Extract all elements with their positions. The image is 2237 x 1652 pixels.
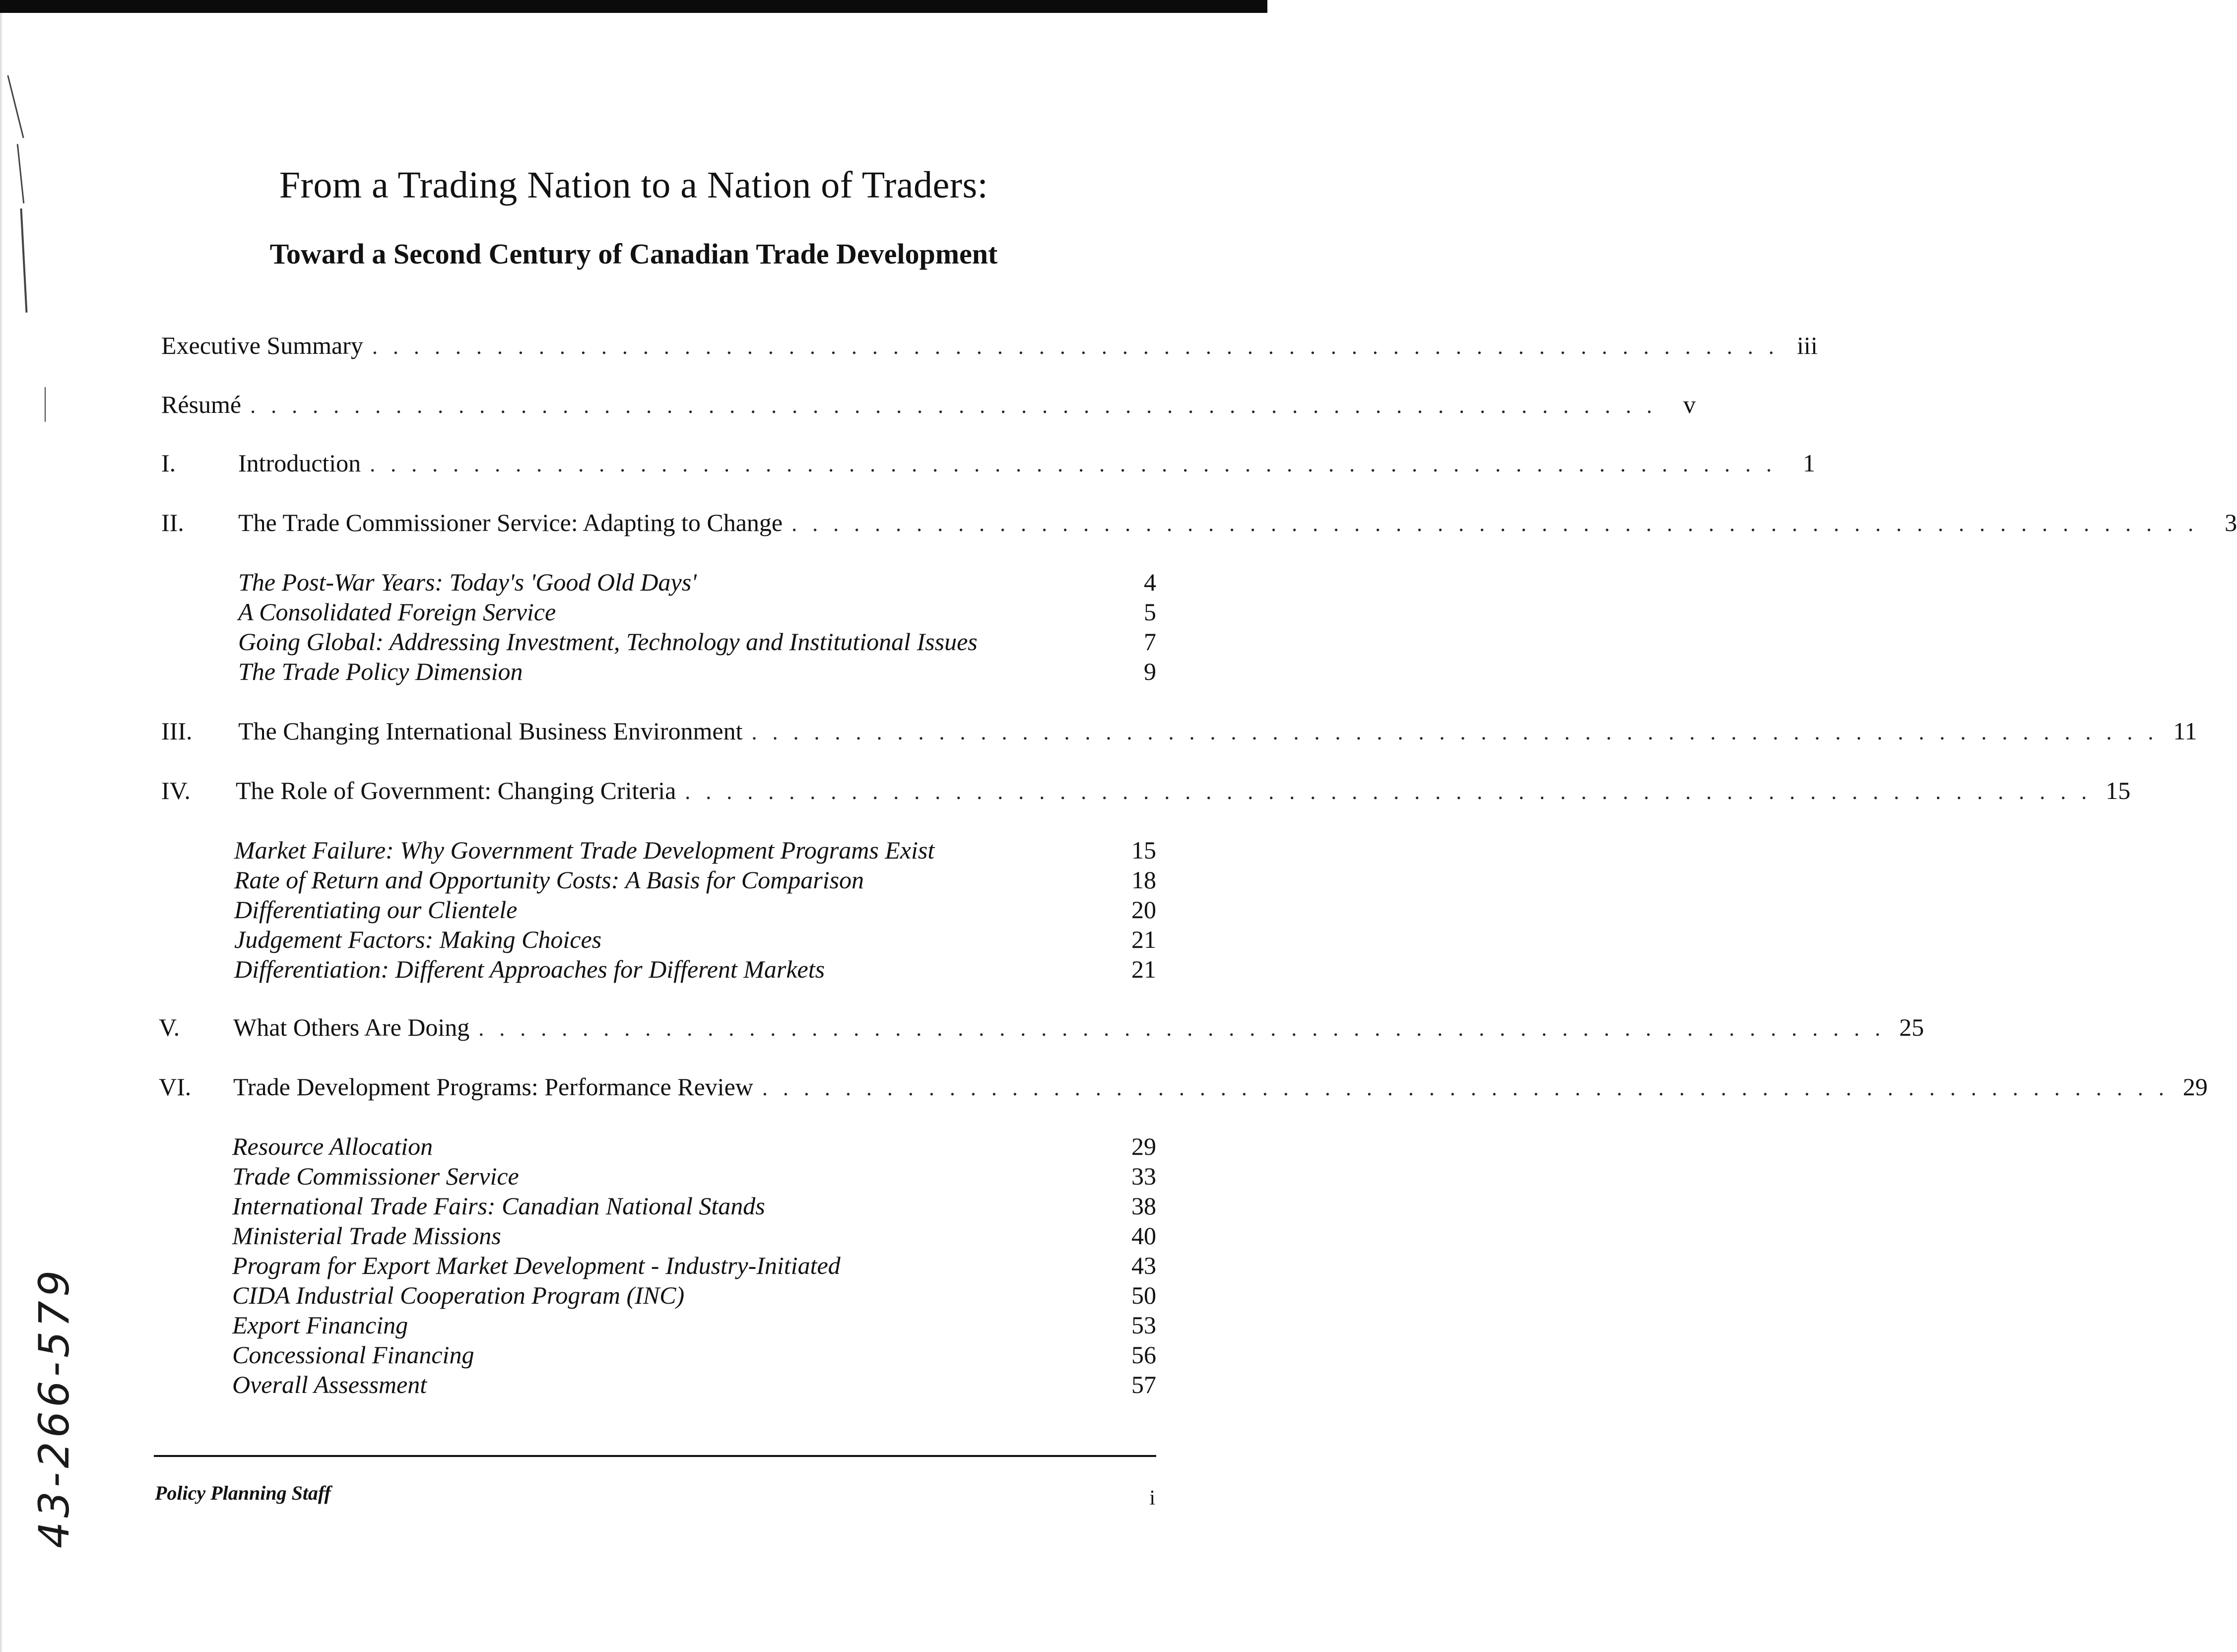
toc-subentry-label: The Post-War Years: Today's 'Good Old Days' [238, 568, 697, 596]
toc-subentry-label: Program for Export Market Development - Industry-Initiated [232, 1252, 841, 1279]
toc-subentry-label: CIDA Industrial Cooperation Program (INC) [232, 1281, 685, 1309]
toc-subentry-label: International Trade Fairs: Canadian National Stands [232, 1192, 765, 1220]
toc-subentry-page: 43 [1131, 1252, 1156, 1279]
toc-entry-label: Introduction [238, 449, 361, 477]
toc-subentry[interactable] [234, 865, 1156, 895]
dot-leader: . . . . . . . . . . . . . . . . . . . . . . . . . . . . . . . . . . . . . . . . . . . . . . . . . . . . . . . . . . . . . . . . . . . . [751, 720, 2159, 744]
toc-entry-page: 11 [2173, 717, 2197, 745]
toc-entry-page: 1 [1803, 449, 1816, 477]
toc-entry-label: What Others Are Doing [233, 1013, 470, 1041]
toc-subentry-page: 40 [1131, 1222, 1156, 1250]
toc-subentry-page: 33 [1131, 1162, 1156, 1190]
toc-entry-label: Executive Summary [161, 331, 363, 359]
footer-page-number: i [1149, 1487, 1155, 1510]
toc-subentry[interactable] [232, 1310, 1156, 1340]
section-number: III. [161, 717, 193, 745]
toc-subentry[interactable] [232, 1221, 1156, 1251]
toc-subentry[interactable] [234, 925, 1156, 954]
toc-subentry-label: Market Failure: Why Government Trade Development Programs Exist [234, 836, 935, 864]
toc-subentry-page: 21 [1131, 955, 1156, 983]
document-subtitle: Toward a Second Century of Canadian Trade Development [269, 238, 998, 270]
toc-subentry[interactable] [234, 954, 1156, 984]
dot-leader: . . . . . . . . . . . . . . . . . . . . . . . . . . . . . . . . . . . . . . . . . . . . . . . . . . . . . . . . . . . . . . . . . . . . [370, 452, 1777, 476]
toc-subentry-label: Differentiating our Clientele [234, 896, 518, 924]
toc-subentry-label: Rate of Return and Opportunity Costs: A Basis for Comparison [234, 866, 864, 894]
toc-entry-label: The Changing International Business Environment [238, 717, 743, 745]
toc-subentry[interactable] [232, 1131, 1156, 1161]
toc-subentry-page: 56 [1131, 1341, 1156, 1369]
toc-subentry-page: 38 [1131, 1192, 1156, 1220]
toc-entry-section-5[interactable] [159, 1012, 1924, 1044]
toc-subentry[interactable] [232, 1280, 1156, 1310]
dot-leader: . . . . . . . . . . . . . . . . . . . . . . . . . . . . . . . . . . . . . . . . . . . . . . . . . . . . . . . . . . . . . . . . . . . . [372, 334, 1779, 359]
toc-entry-label: Résumé [161, 391, 242, 418]
toc-entry-section-2[interactable] [161, 508, 2237, 539]
toc-entry-executive-summary[interactable] [161, 330, 1818, 362]
toc-entry-label: The Role of Government: Changing Criteria [236, 777, 676, 804]
section-number: IV. [161, 777, 191, 804]
toc-entry-section-4[interactable] [161, 776, 2131, 807]
toc-subentry-page: 50 [1131, 1281, 1156, 1309]
toc-subentry[interactable] [238, 627, 1156, 657]
toc-subentry[interactable] [232, 1251, 1156, 1280]
toc-subentry[interactable] [238, 567, 1156, 597]
toc-entry-section-6[interactable] [159, 1072, 2208, 1103]
toc-entry-page: v [1683, 391, 1696, 418]
toc-entry-section-3[interactable] [161, 716, 2197, 747]
toc-entry-page: iii [1797, 331, 1818, 359]
toc-subentry-page: 15 [1131, 836, 1156, 864]
toc-subentry-page: 53 [1131, 1311, 1156, 1339]
toc-subentry-label: Differentiation: Different Approaches for Different Markets [234, 955, 825, 983]
handwritten-margin-note: 43-266-579 [30, 1266, 78, 1548]
dot-leader: . . . . . . . . . . . . . . . . . . . . . . . . . . . . . . . . . . . . . . . . . . . . . . . . . . . . . . . . . . . . . . . . . . . . [762, 1076, 2169, 1100]
toc-subentry-page: 20 [1131, 896, 1156, 924]
toc-subentry[interactable] [238, 657, 1156, 686]
toc-entry-resume[interactable] [161, 390, 1696, 421]
toc-subentry-page: 9 [1144, 658, 1156, 685]
toc-entry-page: 29 [2182, 1073, 2208, 1101]
toc-subentry-label: Resource Allocation [232, 1132, 433, 1160]
footer-credit: Policy Planning Staff [155, 1482, 331, 1504]
dot-leader: . . . . . . . . . . . . . . . . . . . . . . . . . . . . . . . . . . . . . . . . . . . . . . . . . . . . . . . . . . . . . . . . . . . . [478, 1016, 1886, 1041]
toc-entry-section-1[interactable] [161, 448, 1816, 479]
toc-subentry[interactable] [232, 1161, 1156, 1191]
toc-subentry-page: 4 [1144, 568, 1156, 596]
section-number: V. [159, 1013, 180, 1041]
toc-subentry-page: 57 [1131, 1371, 1156, 1398]
toc-entry-label: The Trade Commissioner Service: Adapting to Change [238, 509, 783, 536]
toc-entry-page: 25 [1899, 1013, 1924, 1041]
toc-subentry[interactable] [234, 835, 1156, 865]
toc-subentry-page: 21 [1131, 925, 1156, 953]
toc-subentry[interactable] [234, 895, 1156, 925]
toc-entry-page: 15 [2105, 777, 2131, 804]
toc-subentry-page: 29 [1131, 1132, 1156, 1160]
toc-subentry-page: 7 [1144, 628, 1156, 656]
toc-subentry-label: Concessional Financing [232, 1341, 474, 1369]
toc-subentry-label: A Consolidated Foreign Service [238, 598, 556, 626]
toc-subentry[interactable] [232, 1340, 1156, 1370]
toc-subentry-label: Judgement Factors: Making Choices [234, 925, 602, 953]
dot-leader: . . . . . . . . . . . . . . . . . . . . . . . . . . . . . . . . . . . . . . . . . . . . . . . . . . . . . . . . . . . . . . . . . . . . [685, 780, 2092, 804]
toc-subentry-label: Export Financing [232, 1311, 408, 1339]
toc-subentry[interactable] [238, 597, 1156, 627]
toc-subentry[interactable] [232, 1370, 1156, 1399]
toc-subentry-label: Ministerial Trade Missions [232, 1222, 501, 1250]
toc-entry-page: 3 [2225, 509, 2237, 536]
toc-subentry[interactable] [232, 1191, 1156, 1221]
toc-subentry-label: The Trade Policy Dimension [238, 658, 523, 685]
toc-subentry-label: Going Global: Addressing Investment, Technology and Institutional Issues [238, 628, 978, 656]
toc-subentry-label: Overall Assessment [232, 1371, 427, 1398]
dot-leader: . . . . . . . . . . . . . . . . . . . . . . . . . . . . . . . . . . . . . . . . . . . . . . . . . . . . . . . . . . . . . . . . . . . . [250, 394, 1657, 418]
document-title: From a Trading Nation to a Nation of Traders: [279, 164, 988, 206]
toc-entry-label: Trade Development Programs: Performance Review [233, 1073, 753, 1101]
dot-leader: . . . . . . . . . . . . . . . . . . . . . . . . . . . . . . . . . . . . . . . . . . . . . . . . . . . . . . . . . . . . . . . . . . . . [791, 512, 2199, 536]
section-number: VI. [159, 1073, 192, 1101]
section-number: II. [161, 509, 184, 536]
toc-subentry-label: Trade Commissioner Service [232, 1162, 519, 1190]
section-number: I. [161, 449, 176, 477]
toc-subentry-page: 5 [1144, 598, 1156, 626]
toc-subentry-page: 18 [1131, 866, 1156, 894]
footer-rule [154, 1455, 1156, 1457]
